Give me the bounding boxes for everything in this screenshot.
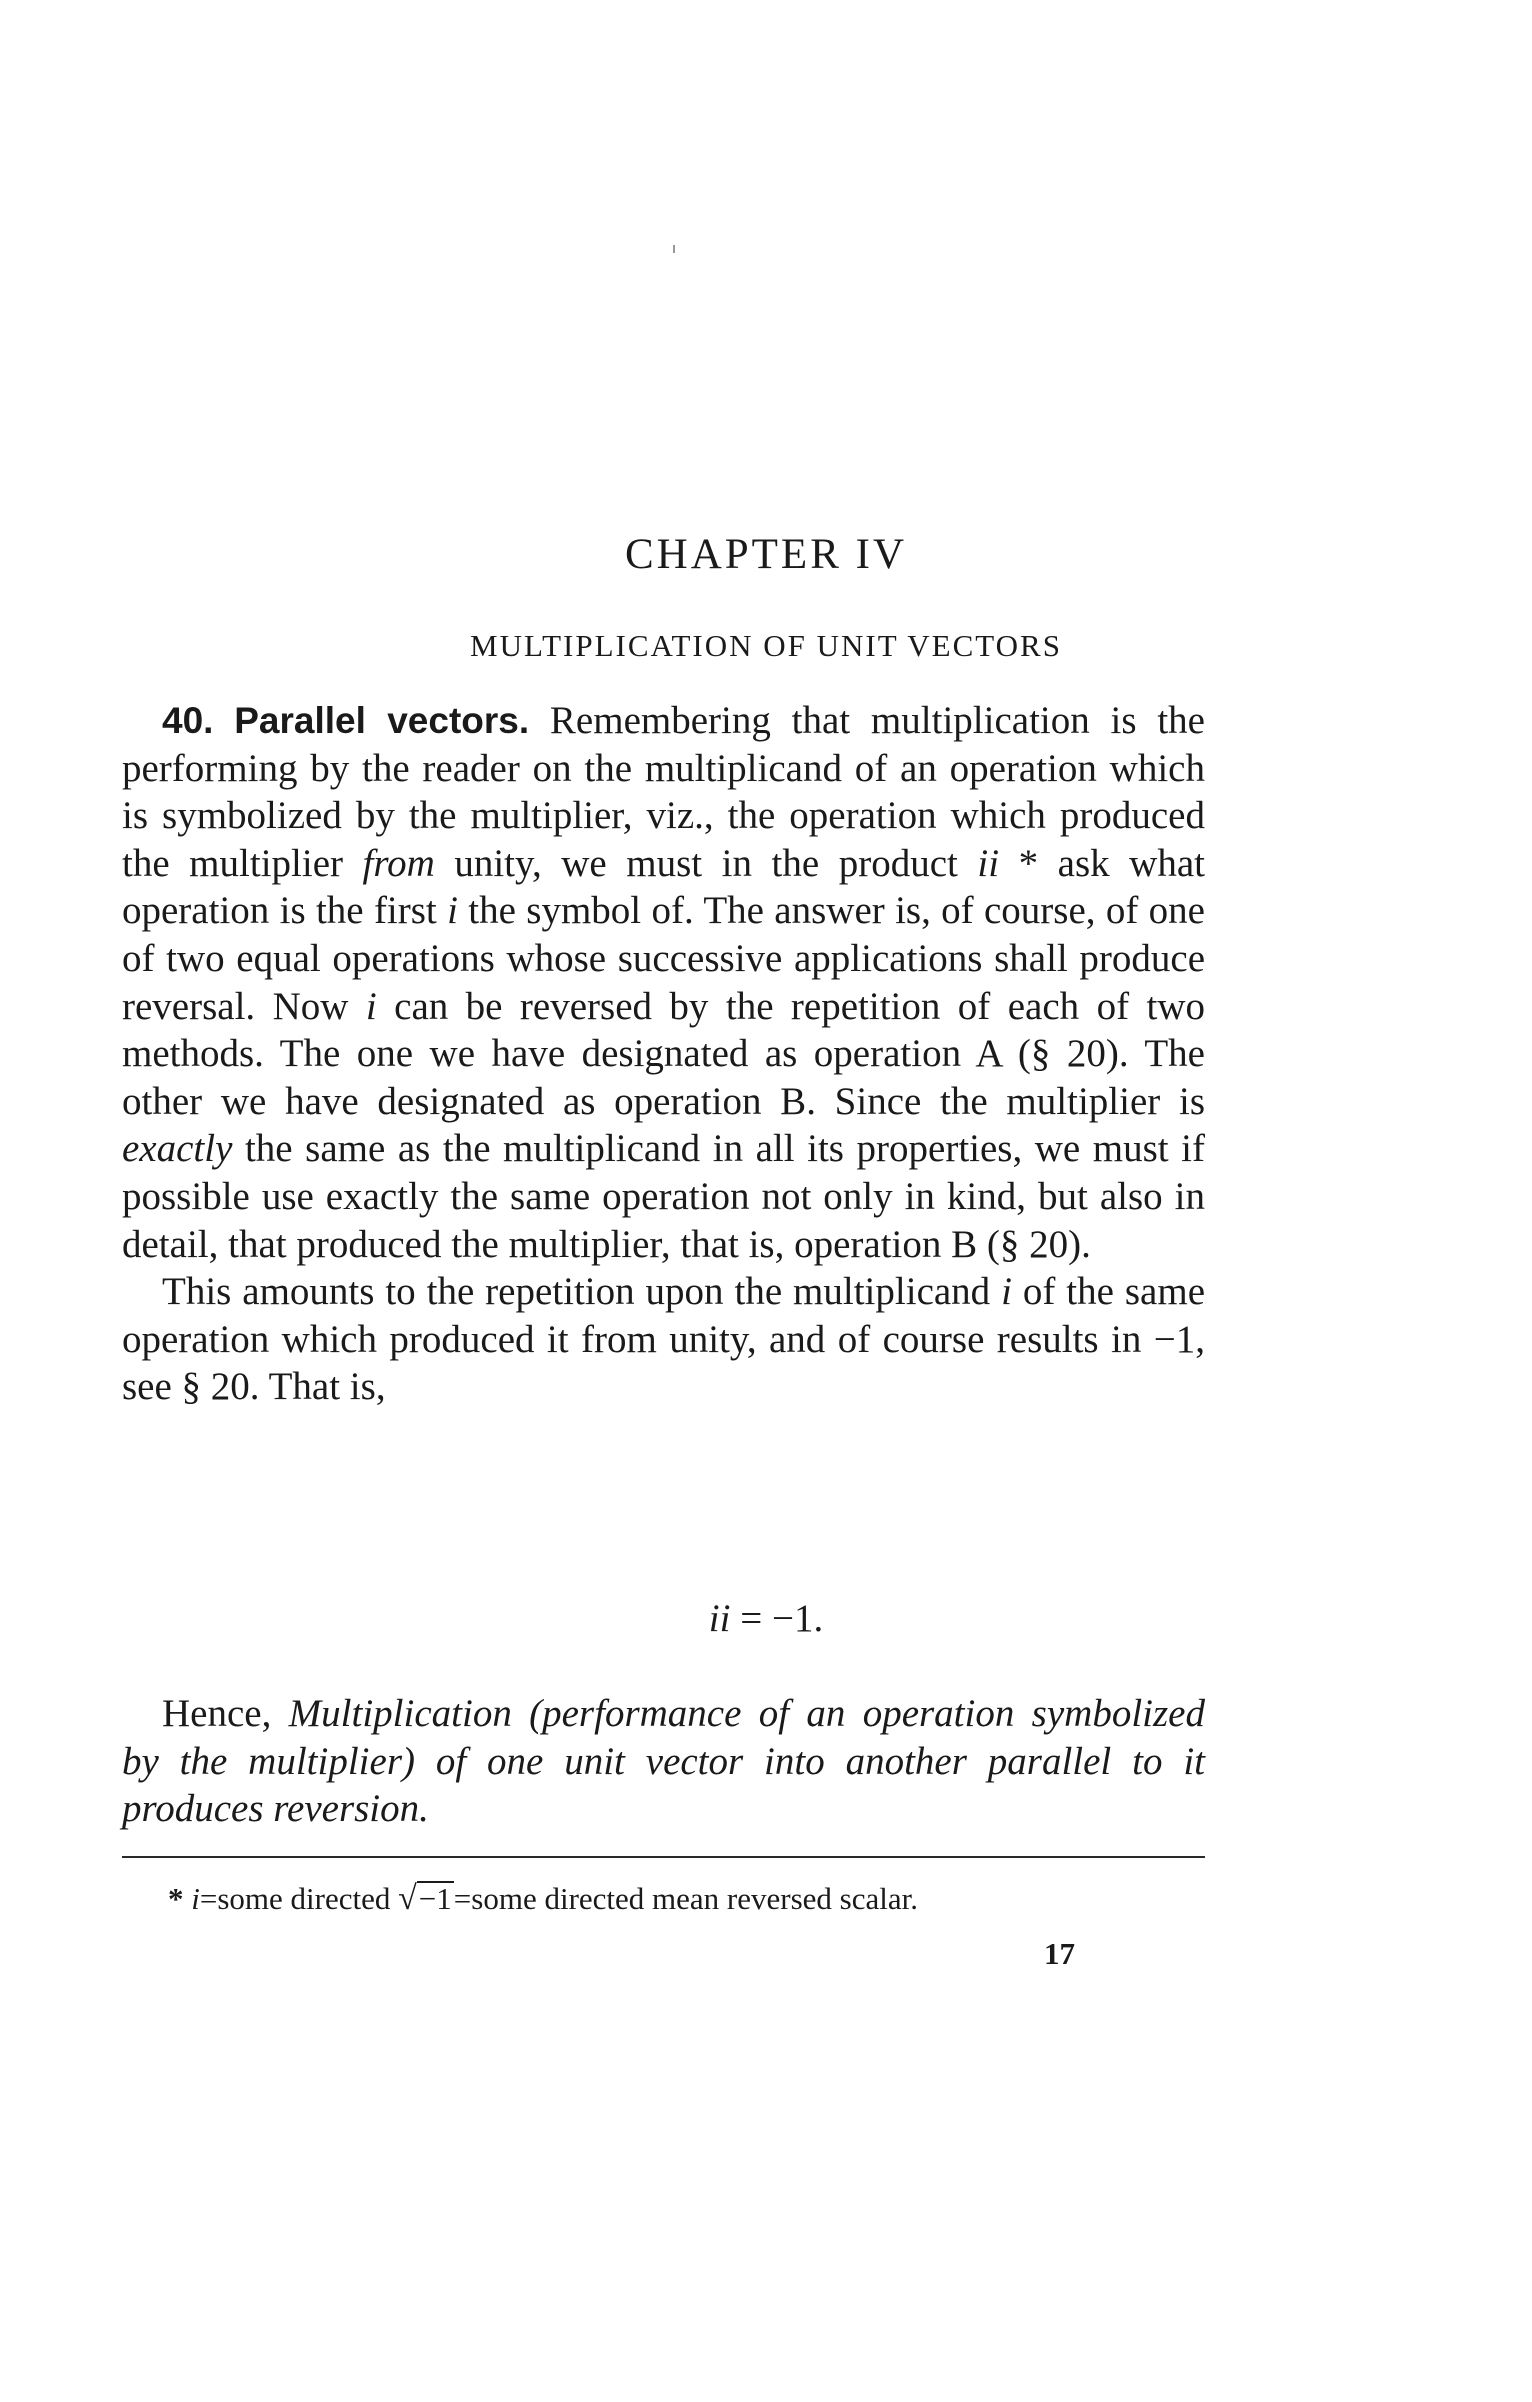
p1-italic-i: i xyxy=(447,889,458,933)
p3-italic-statement: Multiplication (performance of an operation symbolized by the multiplier) of one unit vector into another parallel to it produces reversion. xyxy=(122,1692,1205,1831)
sqrt-sign: √ xyxy=(398,1880,417,1917)
p2-italic-i: i xyxy=(1001,1270,1012,1314)
paragraph-1 xyxy=(122,697,1205,1268)
p1-text-1: Remembering that multiplication is the performing by the reader on the multiplicand of an operation which is symbolized by the multiplier, viz., the operation which produced the multiplier xyxy=(122,699,1205,885)
sqrt-body: −1 xyxy=(418,1881,452,1916)
footnote-text-1: =some directed xyxy=(199,1881,399,1916)
chapter-subtitle: MULTIPLICATION OF UNIT VECTORS xyxy=(470,628,1062,663)
p1-text-2: unity, we must in the product xyxy=(434,841,978,885)
footnote xyxy=(168,1880,918,1918)
p3-text-1: Hence, xyxy=(162,1692,289,1735)
footnote-var: i xyxy=(191,1881,200,1916)
p1-italic-ii: ii xyxy=(977,841,1000,885)
print-speck xyxy=(673,245,675,253)
paragraph-2 xyxy=(122,1268,1205,1411)
p2-text-1: This amounts to the repetition upon the multiplicand xyxy=(162,1270,1002,1314)
chapter-title: CHAPTER IV xyxy=(624,531,908,578)
footnote-rule xyxy=(122,1856,1205,1858)
section-body xyxy=(122,697,1205,1411)
section-heading: Parallel vectors. xyxy=(234,700,530,741)
p1-text-3: * ask what operation is the first xyxy=(122,841,1205,933)
equation xyxy=(0,1596,1532,1641)
section-number: 40. xyxy=(162,700,214,741)
page-number: 17 xyxy=(1044,1936,1075,1971)
p1-text-5: can be reversed by the repetition of each of two methods. The one we have designated as operation A (§ 20). The other we have designated as operation B. Since the multiplier is xyxy=(122,984,1205,1123)
p1-text-4: the symbol of. The answer is, of course, of one of two equal operations whose successive applications shall produce reversal. Now xyxy=(122,889,1205,1028)
equation-lhs: ii xyxy=(708,1597,731,1640)
p1-italic-exactly: exactly xyxy=(122,1127,233,1171)
equation-rhs: = −1. xyxy=(730,1597,824,1640)
p1-italic-from: from xyxy=(362,841,435,885)
footnote-text-2: =some directed mean reversed scalar. xyxy=(453,1881,918,1916)
p1-text-6: the same as the multiplicand in all its properties, we must if possible use exactly the same operation not only in kind, but also in detail, that produced the multiplier, that is, operation B (§ 20). xyxy=(122,1127,1205,1266)
p1-italic-i-2: i xyxy=(365,984,377,1028)
footnote-marker: * xyxy=(168,1881,192,1916)
conclusion-block xyxy=(122,1690,1205,1833)
p2-text-2: of the same operation which produced it from unity, and of course results in −1, see § 20. That is, xyxy=(122,1270,1206,1409)
paragraph-3 xyxy=(122,1690,1205,1833)
